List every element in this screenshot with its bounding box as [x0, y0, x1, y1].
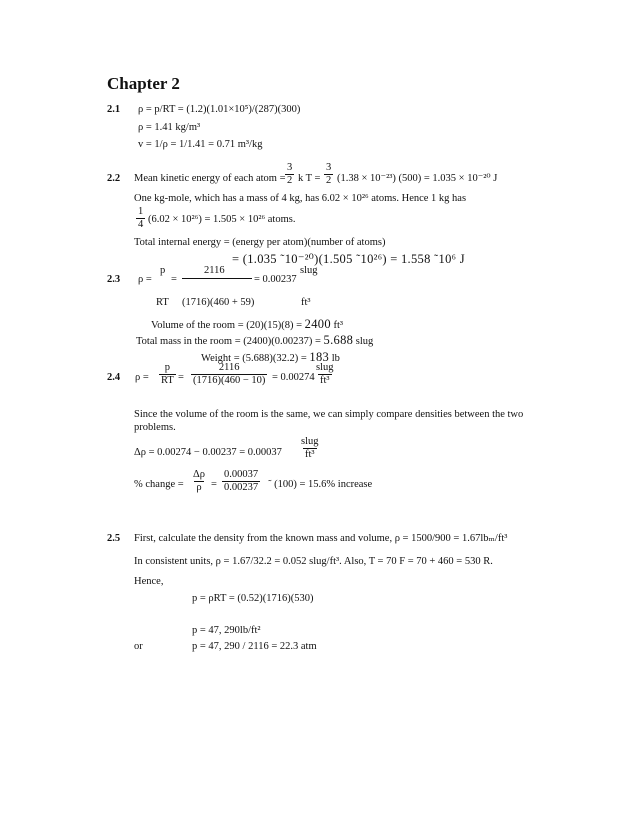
equation-line: p = ρRT = (0.52)(1716)(530): [192, 593, 314, 604]
equation-text: Volume of the room = (20)(15)(8) =: [151, 320, 303, 331]
fraction-numerator: p: [164, 362, 171, 373]
fraction: [159, 362, 176, 387]
problem-number-2-5: 2.5: [107, 533, 121, 544]
fraction-numerator: p: [160, 265, 166, 276]
paragraph-line: One kg-mole, which has a mass of 4 kg, has 6.02 × 10²⁶ atoms. Hence 1 kg has: [134, 193, 467, 204]
equation-text: (1.38 × 10⁻²³) (500) = 1.035 × 10⁻²⁰ J: [337, 173, 498, 184]
equation-value: 2400: [304, 317, 331, 331]
fraction-denominator: ft³: [301, 297, 311, 308]
fraction-bar: [182, 278, 252, 279]
paragraph-line: In consistent units, ρ = 1.67/32.2 = 0.052 slug/ft³. Also, T = 70 F = 70 + 460 = 530 R.: [134, 556, 493, 567]
equation-line: p = 47, 290 / 2116 = 22.3 atm: [192, 641, 317, 652]
fraction-denominator: 0.00237: [224, 482, 259, 493]
fraction-numerator: slug: [300, 265, 318, 276]
fraction: [314, 362, 336, 387]
paragraph-line: problems.: [134, 422, 176, 433]
fraction-numerator: 2116: [218, 362, 240, 373]
fraction-numerator: slug: [301, 436, 319, 447]
fraction: [299, 436, 321, 461]
fraction-denominator: RT: [156, 297, 169, 308]
fraction-denominator: 2: [326, 175, 332, 186]
fraction: [222, 469, 260, 494]
equation-text: k T =: [298, 173, 321, 184]
equation-text: =: [211, 479, 217, 490]
equation-text: % change =: [134, 479, 184, 490]
fraction-denominator: 2: [287, 175, 293, 186]
fraction-denominator: ρ: [196, 482, 202, 493]
paragraph-line: Hence,: [134, 576, 164, 587]
equation-text: Mean kinetic energy of each atom =: [134, 173, 286, 184]
or-label: or: [134, 641, 143, 652]
equation-line: ρ = 1.41 kg/m³: [138, 122, 201, 133]
equation-text: = 0.00237: [254, 274, 297, 285]
fraction-denominator: 4: [138, 219, 144, 230]
fraction-denominator: ft³: [319, 375, 330, 386]
equation-text: =: [171, 274, 177, 285]
equation-unit: slug: [355, 336, 374, 347]
fraction: [191, 469, 207, 494]
problem-number-2-1: 2.1: [107, 104, 121, 115]
equation-line: p = 47, 290lb/ft²: [192, 625, 261, 636]
fraction-numerator: Δρ: [193, 469, 205, 480]
equation-text: ρ =: [135, 372, 149, 383]
equation-text: ρ =: [138, 274, 152, 285]
fraction-denominator: RT: [161, 375, 174, 386]
equation-text: ˜ (100) = 15.6% increase: [268, 479, 373, 490]
fraction-denominator: ft³: [304, 449, 315, 460]
fraction: [191, 362, 267, 387]
fraction-numerator: 3: [287, 162, 293, 173]
equation-text: Weight = (5.688)(32.2) =: [201, 353, 307, 364]
equation-value: 183: [309, 350, 330, 364]
fraction: [324, 162, 333, 187]
fraction-numerator: slug: [316, 362, 334, 373]
equation-unit: ft³: [333, 320, 344, 331]
paragraph-line: First, calculate the density from the known mass and volume, ρ = 1500/900 = 1.67lbₘ/ft³: [134, 533, 508, 544]
fraction-numerator: 1: [138, 206, 144, 217]
equation-text: Δρ = 0.00274 − 0.00237 = 0.00037: [134, 447, 282, 458]
fraction: [136, 206, 145, 231]
fraction-numerator: 3: [326, 162, 332, 173]
problem-number-2-2: 2.2: [107, 173, 121, 184]
equation-text: Total mass in the room = (2400)(0.00237) =: [136, 336, 321, 347]
equation-unit: lb: [331, 353, 340, 364]
equation-text: (6.02 × 10²⁶) = 1.505 × 10²⁶ atoms.: [148, 214, 296, 225]
chapter-title: Chapter 2: [107, 74, 180, 93]
equation-text: =: [178, 372, 184, 383]
problem-number-2-4: 2.4: [107, 372, 121, 383]
problem-number-2-3: 2.3: [107, 274, 121, 285]
paragraph-line: [136, 334, 373, 348]
paragraph-line: Since the volume of the room is the same, we can simply compare densities between the two: [134, 409, 524, 420]
fraction-denominator: (1716)(460 − 10): [193, 375, 266, 386]
fraction-numerator: 0.00037: [224, 469, 259, 480]
fraction: [285, 162, 294, 187]
paragraph-line: Total internal energy = (energy per atom)(number of atoms): [134, 237, 386, 248]
equation-line: ρ = p/RT = (1.2)(1.01×10⁵)/(287)(300): [138, 104, 301, 115]
fraction-denominator: (1716)(460 + 59): [182, 297, 255, 308]
equation-text: = 0.00274: [272, 372, 315, 383]
fraction-numerator: 2116: [204, 265, 225, 276]
equation-result: = (1.035 ˜10⁻²⁰)(1.505 ˜10²⁶) = 1.558 ˜10⁶ J: [232, 252, 465, 266]
equation-value: 5.688: [323, 333, 354, 347]
paragraph-line: [151, 318, 343, 332]
equation-line: v = 1/ρ = 1/1.41 = 0.71 m³/kg: [138, 139, 263, 150]
